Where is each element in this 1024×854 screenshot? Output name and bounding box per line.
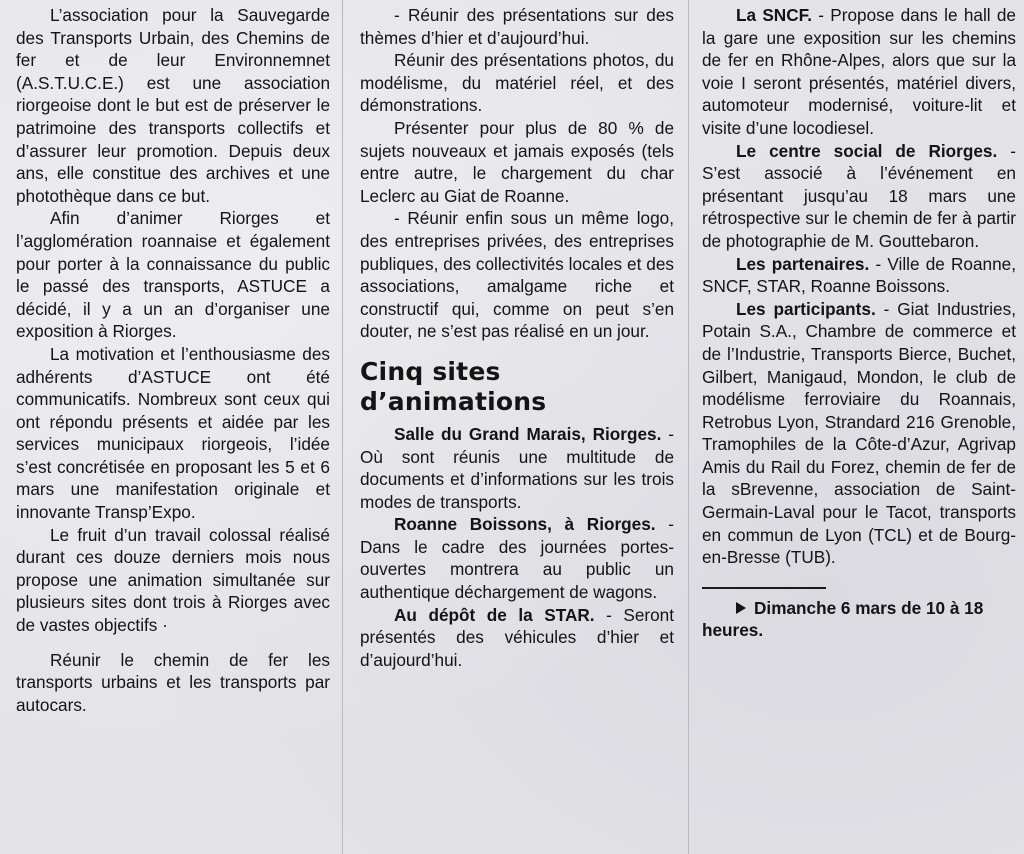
site-text: - Où sont réunis une multitude de documents et d’informations sur les trois modes de transports. — [360, 423, 674, 512]
site-text: - Propose dans le hall de la gare une exposition sur les chemins de fer en Rhône-Alpes, alors que sur la voie I seront présentés, matériel divers, automoteur modernisé, voiture-lit et visite d’une locodiesel. — [702, 5, 1016, 138]
paragraph: - Réunir des présentations sur des thèmes d’hier et d’aujourd’hui. — [360, 5, 674, 48]
paragraph: Présenter pour plus de 80 % de sujets nouveaux et jamais exposés (tels entre autre, le chargement du char Leclerc au Giat de Roanne. — [360, 117, 674, 206]
site-paragraph — [360, 423, 674, 513]
site-paragraph — [360, 513, 674, 603]
partners-lead: Les partenaires. — [736, 253, 870, 274]
participants-lead: Les participants. — [736, 298, 876, 319]
footer-divider — [702, 587, 826, 589]
paragraph: Afin d’animer Riorges et l’agglomération roannaise et également pour porter à la connaissance du public le passé des transports, ASTUCE a décidé, il y a un an d’organiser une exposition à Riorges. — [16, 208, 330, 342]
event-date-text: Dimanche 6 mars de 10 à 18 heures. — [702, 597, 984, 641]
site-text: - Dans le cadre des journées portes-ouvertes montrera au public un authentique déchargement de wagons. — [360, 514, 674, 603]
partners-text: - Ville de Roanne, SNCF, STAR, Roanne Boissons. — [702, 253, 1016, 297]
site-paragraph — [360, 604, 674, 672]
site-text: - Seront présentés des véhicules d’hier et d’aujourd’hui. — [360, 604, 674, 670]
participants-text: - Giat Industries, Potain S.A., Chambre de commerce et de l’Industrie, Transports Bierce, Buchet, Gilbert, Manigaud, Mondon, le club de modélisme ferroviaire du Roannais, Retrobus Lyon, Strandard 216 Grenoble, Tramophiles de la Côte-d’Azur, Agrivap Amis du Rail du Forez, chemin de fer de la sBrevenne, association de Saint-Germain-Laval pour le Tacot, transports en commun de Lyon (TCL) et de Bourg-en-Bresse (TUB). — [702, 298, 1016, 568]
column-divider — [688, 0, 689, 854]
site-lead: La SNCF. — [736, 5, 813, 25]
site-lead: Le centre social de Riorges. — [736, 140, 998, 161]
site-lead: Roanne Boissons, à Riorges. — [394, 514, 656, 535]
site-paragraph — [702, 4, 1016, 140]
paragraph: Le fruit d’un travail colossal réalisé durant ces douze derniers mois nous propose une animation simultanée sur plusieurs sites dont trois à Riorges avec de vastes objectifs · — [16, 524, 330, 636]
column-divider — [342, 0, 343, 854]
participants-paragraph — [702, 298, 1016, 569]
partners-paragraph — [702, 253, 1016, 298]
article-column-1 — [16, 4, 330, 716]
right-triangle-icon — [736, 602, 746, 614]
paragraph: L’association pour la Sauvegarde des Transports Urbain, des Chemins de fer et de leur Environnemnet (A.S.T.U.C.E.) est une association riorgeoise dont le but est de préserver le patrimoine des transports collectifs et d’assurer leur promotion. Depuis deux ans, elle constitue des archives et une photothèque dans ce but. — [16, 5, 330, 206]
event-date-note — [702, 597, 1016, 642]
section-heading: Cinq sites d’animations — [360, 356, 547, 416]
site-lead: Au dépôt de la STAR. — [394, 604, 595, 625]
paragraph: - Réunir enfin sous un même logo, des entreprises privées, des entreprises publiques, des collectivités locales et des associations, amalgame riche et constructif qui, comme on peut s’en douter, ne s’est pas réalisé en un jour. — [360, 208, 674, 342]
article-column-2 — [360, 4, 674, 671]
site-lead: Salle du Grand Marais, Riorges. — [394, 423, 662, 444]
site-text: - S’est associé à l’événement en présentant jusqu’au 18 mars une rétrospective sur le chemin de fer à partir de photographie de M. Gouttebaron. — [702, 140, 1017, 251]
paragraph: Réunir des présentations photos, du modélisme, du matériel réel, et des démonstrations. — [360, 50, 674, 116]
paragraph: Réunir le chemin de fer les transports urbains et les transports par autocars. — [16, 649, 330, 715]
paragraph: La motivation et l’enthousiasme des adhérents d’ASTUCE ont été communicatifs. Nombreux sont ceux qui ont répondu présents et aidée par les services municipaux riorgeois, l’idée s’est concrétisée en proposant les 5 et 6 mars une manifestation originale et innovante Transp’Expo. — [16, 343, 330, 523]
site-paragraph — [702, 140, 1016, 253]
article-column-3 — [702, 4, 1016, 642]
